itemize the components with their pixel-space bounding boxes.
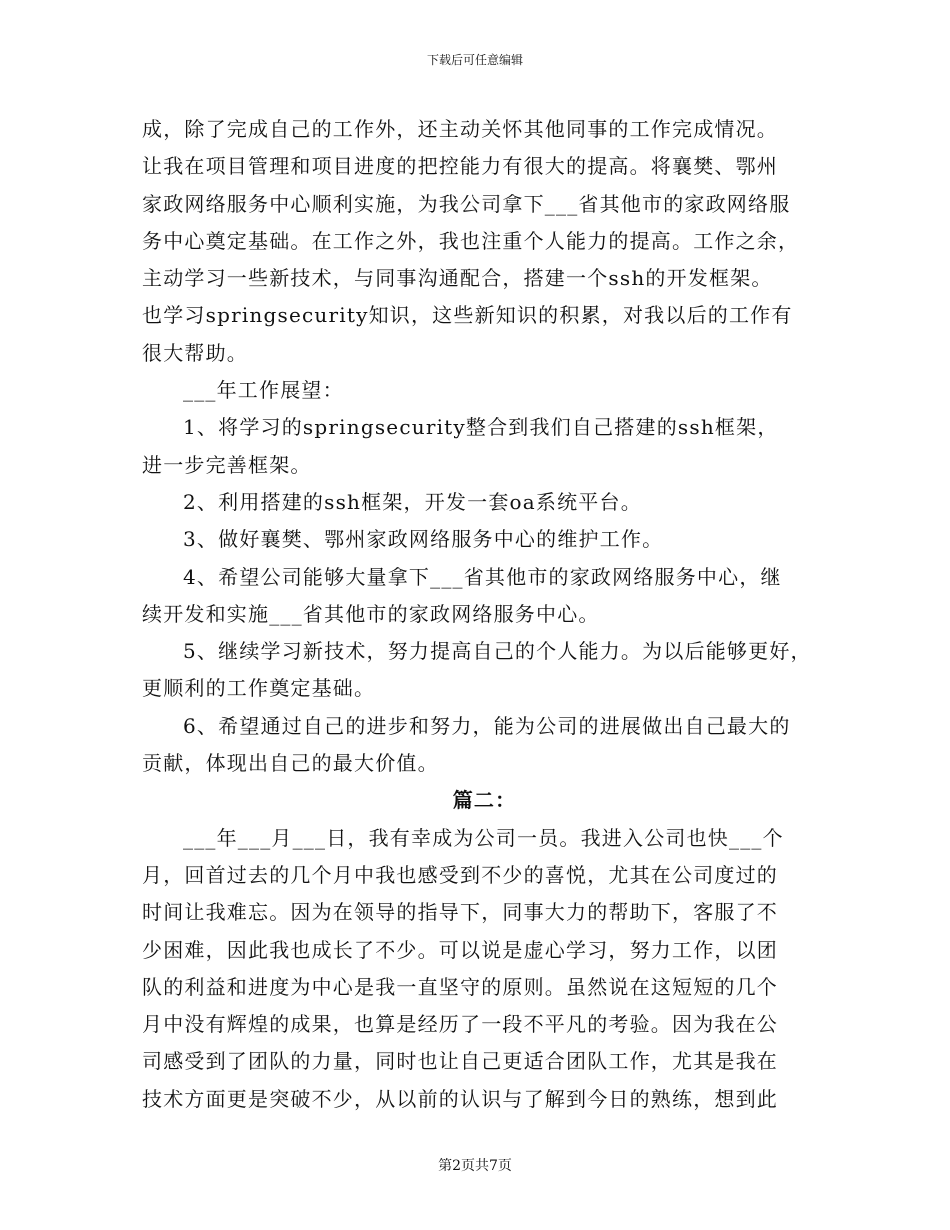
text-line: 成，除了完成自己的工作外，还主动关怀其他同事的工作完成情况。	[142, 117, 778, 141]
text-line: 家政网络服务中心顺利实施，为我公司拿下___省其他市的家政网络服	[142, 191, 791, 216]
text-line: 6、希望通过自己的进步和努力，能为公司的进展做出自己最大的	[183, 713, 791, 738]
text-line: 技术方面更是突破不少，从以前的认识与了解到今日的熟练，想到此	[142, 1086, 778, 1111]
text-line: 月，回首过去的几个月中我也感受到不少的喜悦，尤其在公司度过的	[142, 862, 778, 887]
text-line: 少困难，因此我也成长了不少。可以说是虚心学习，努力工作，以团	[142, 937, 778, 962]
text-line: 1、将学习的springsecurity整合到我们自己搭建的ssh框架，	[183, 415, 779, 440]
text-line: ___年___月___日，我有幸成为公司一员。我进入公司也快___个	[183, 825, 784, 850]
page-header: 下载后可任意编辑	[426, 53, 523, 67]
text-line: 5、继续学习新技术，努力提高自己的个人能力。为以后能够更好，	[183, 639, 812, 664]
text-line: 时间让我难忘。因为在领导的指导下，同事大力的帮助下，客服了不	[142, 900, 778, 925]
text-line: 4、希望公司能够大量拿下___省其他市的家政网络服务中心，继	[183, 564, 782, 589]
text-line: 主动学习一些新技术，与同事沟通配合，搭建一个ssh的开发框架。	[142, 266, 773, 291]
text-line: 司感受到了团队的力量，同时也让自己更适合团队工作，尤其是我在	[142, 1049, 778, 1074]
text-line: 月中没有辉煌的成果，也算是经历了一段不平凡的考验。因为我在公	[142, 1012, 778, 1037]
text-line: 更顺利的工作奠定基础。	[142, 676, 376, 701]
page-footer: 第2页共7页	[438, 1158, 512, 1174]
text-line: 让我在项目管理和项目进度的把控能力有很大的提高。将襄樊、鄂州	[142, 154, 778, 179]
text-line: 务中心奠定基础。在工作之外，我也注重个人能力的提高。工作之余，	[142, 228, 800, 253]
text-line: 也学习springsecurity知识，这些新知识的积累，对我以后的工作有	[142, 303, 793, 328]
text-line: 续开发和实施___省其他市的家政网络服务中心。	[142, 601, 600, 626]
text-line: 很大帮助。	[142, 340, 248, 365]
text-line: 进一步完善框架。	[142, 452, 312, 477]
text-line: ___年工作展望：	[183, 378, 344, 403]
text-line: 贡献，体现出自己的最大价值。	[142, 751, 439, 776]
document-body	[142, 111, 827, 1118]
text-line: 队的利益和进度为中心是我一直坚守的原则。虽然说在这短短的几个	[142, 974, 778, 999]
text-line: 3、做好襄樊、鄂州家政网络服务中心的维护工作。	[183, 527, 664, 552]
section-heading: 篇二：	[452, 788, 517, 813]
text-line: 2、利用搭建的ssh框架，开发一套oa系统平台。	[183, 489, 642, 514]
